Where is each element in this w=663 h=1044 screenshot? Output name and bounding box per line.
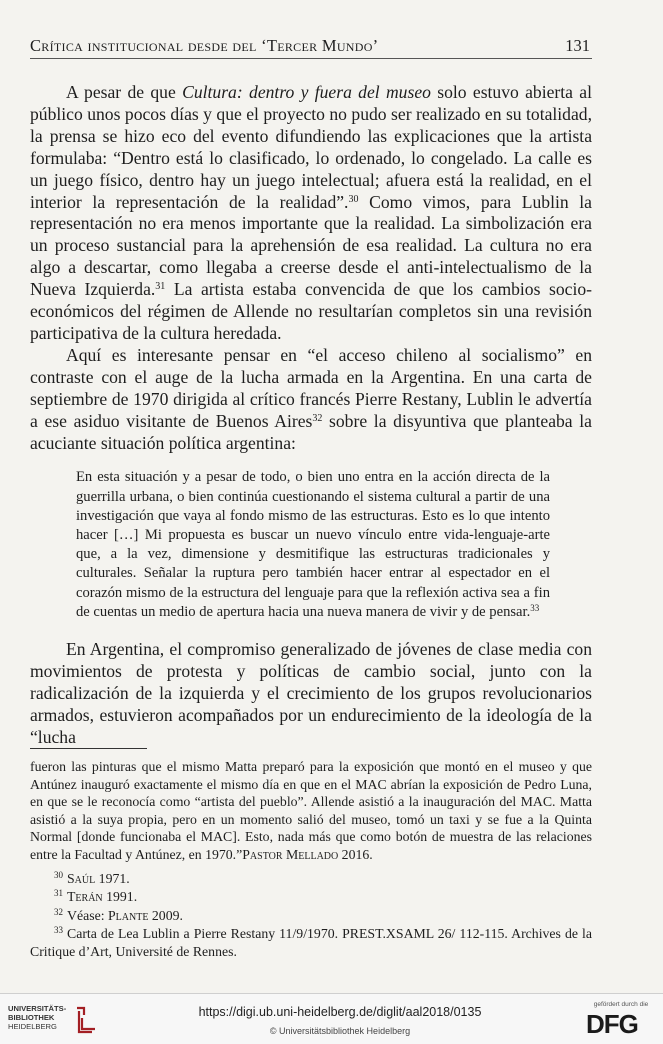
footnote-number: 32 (54, 906, 63, 917)
paragraph-1 (30, 82, 592, 345)
paragraph-text: Como vimos, para Lublin la representación no era menos importante que la realidad. La simbolización era un proceso sustancial para la aprehensión de esa realidad. La cultura no era algo a descartar, como llegaba a creerse desde el anti-intelectualismo de la Nueva Izquierda. (30, 191, 592, 300)
copyright-notice: © Universitätsbibliothek Heidelberg (269, 1026, 411, 1036)
footnote-year: 1991. (102, 889, 138, 905)
running-title: Crítica institucional desde del ‘Tercer Mundo’ (30, 36, 379, 55)
footnote-number: 30 (54, 869, 63, 880)
footnote-ref-32[interactable]: 32 (312, 412, 323, 424)
library-emblem-icon (74, 1005, 98, 1035)
footnote-number: 31 (54, 888, 63, 899)
university-library-logo[interactable] (8, 1004, 128, 1038)
paragraph-text: Aquí es interesante pensar en “el acceso chileno al socialismo” en contraste con el auge de la lucha armada en la Argentina. En una carta de septiembre de 1970 dirigida al crítico francés Pierre Restany, Lublin le advertía a ese asiduo visitante de Buenos Aires (30, 344, 592, 431)
funding-caption: gefördert durch die (593, 1001, 649, 1008)
page-number: 131 (565, 36, 590, 55)
footnote-33 (30, 925, 592, 960)
logo-line: UNIVERSITÄTS- (8, 1004, 67, 1013)
author-name: Saúl (67, 870, 96, 886)
exhibition-title: Cultura: dentro y fuera del museo (182, 82, 431, 102)
main-text (30, 82, 592, 749)
permalink[interactable]: https://digi.ub.uni-heidelberg.de/diglit/aal2018/0135 (198, 1005, 482, 1019)
footnote-ref-31[interactable]: 31 (155, 281, 166, 293)
footnote-30 (30, 870, 592, 888)
footnote-text: Carta de Lea Lublin a Pierre Restany 11/9/1970. PREST.XSAML 26/ 112-115. Archives de la Critique d’Art, Université de Rennes. (30, 926, 592, 959)
footnote-year: 2016. (338, 846, 373, 862)
footnotes (30, 758, 592, 961)
block-quote (76, 468, 550, 622)
footnote-ref-30[interactable]: 30 (348, 193, 359, 205)
footnote-continued (30, 758, 592, 864)
paragraph-text: sobre la disyuntiva que planteaba la acuciante situación política argentina: (30, 410, 592, 453)
footnote-31 (30, 888, 592, 906)
dfg-logo: DFG (586, 1009, 638, 1039)
quote-text: En esta situación y a pesar de todo, o bien uno entra en la acción directa de la guerrilla urbana, o bien continúa cuestionando el sistema cultural a partir de una investigación que vaya al fondo mismo de las estructuras. Esto es lo que intento hacer […] Mi propuesta es buscar un nuevo vínculo entre vida-lenguaje-arte que, a la vez, dimensione y desmitifique las estructuras tradicionales y culturales. Señalar la ruptura pero también hacer entrar al espectador en el corazón mismo de la estructura del lenguaje para que la reflexión activa sea a fin de cuentas un medio de apertura hacia una nueva manera de vivir y de pensar. (76, 469, 550, 620)
paragraph-text: solo estuvo abierta al público unos pocos días y que el proyecto no pudo ser realizado en su totalidad, la prensa se hizo eco del evento difundiendo las explicaciones que la artista formulaba: “Dentro está lo clasificado, lo ordenado, lo congelado. La calle es un juego físico, dentro hay un juego intelectual; afuera está la realidad, en el interior la representación de la realidad”. (30, 82, 592, 212)
digitization-footer (0, 993, 663, 1044)
paragraph-text: En Argentina, el compromiso generalizado de jóvenes de clase media con movimientos de protesta y políticas de cambio social, junto con la radicalización de la izquierda y el crecimiento de los grupos revolucionarios armados, estuvieron acompañados por un endurecimiento de la ideología de la “lucha (30, 639, 592, 747)
footnote-divider (30, 748, 147, 749)
footnote-ref-33[interactable]: 33 (530, 602, 540, 613)
paragraph-text: La artista estaba convencida de que los cambios socio-económicos del régimen de Allende no resultarían completos sin una revisión participativa de la cultura heredada. (30, 279, 592, 343)
footnote-year: 2009. (148, 907, 183, 923)
footnote-text: fueron las pinturas que el mismo Matta preparó para la exposición que montó en el museo y que Antúnez inauguró exactamente el mismo día en que en el MAC abrían la exposición de Pedro Luna, en que se le reconocía como “artista del pueblo”. Allende asistió a la inauguración del MAC. Matta asistió a la suya propia, pero en un momento salió del museo, tomó un taxi y se fue a la Quinta Normal [donde funcionaba el MAC]. Esto, nada más que como botón de muestra de las relaciones entre la Facultad y Antúnez, en 1970.” (30, 759, 592, 862)
university-library-name (8, 1004, 72, 1031)
footnote-32 (30, 907, 592, 925)
paragraph-3 (30, 639, 592, 749)
paragraph-text: A pesar de que (66, 82, 183, 102)
author-name: Plante (108, 907, 149, 923)
paragraph-2 (30, 345, 592, 455)
footnote-number: 33 (54, 925, 63, 936)
footnote-year: 1971. (95, 870, 130, 886)
author-name: Terán (67, 889, 103, 905)
footnote-text: Véase: (67, 907, 108, 923)
author-name: Pastor Mellado (242, 846, 339, 862)
running-head (30, 36, 592, 59)
dfg-funding[interactable] (584, 1001, 658, 1041)
logo-line: HEIDELBERG (8, 1022, 57, 1031)
logo-line: BIBLIOTHEK (8, 1013, 55, 1022)
